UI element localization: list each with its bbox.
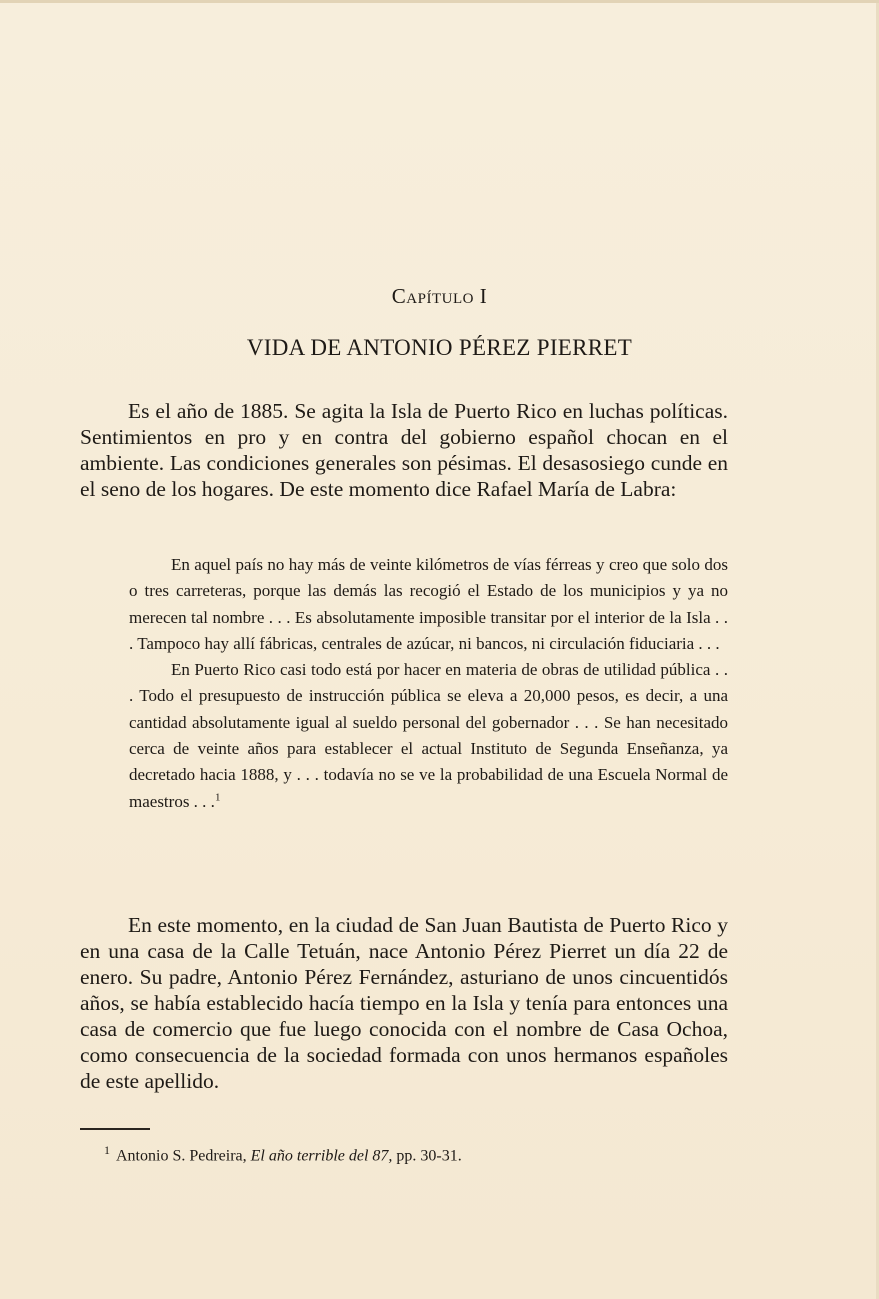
body-paragraph-1: Es el año de 1885. Se agita la Isla de Puerto Rico en luchas políticas. Sentimientos en pro y en contra del gobierno español chocan en el ambiente. Las condiciones generales son pésimas. El desasosiego cunde en el seno de los hogares. De este momento dice Rafael María de Labra: — [80, 399, 728, 501]
chapter-title: VIDA DE ANTONIO PÉREZ PIERRET — [246, 335, 633, 360]
footnote-reference: 1 — [214, 791, 221, 804]
page-top-edge — [0, 0, 879, 3]
body-paragraph-2: En este momento, en la ciudad de San Juan Bautista de Puerto Rico y en una casa de la Calle Tetuán, nace Antonio Pérez Pierret un día 22 de enero. Su padre, Antonio Pérez Fernández, asturiano de unos cincuentidós años, se había establecido hacía tiempo en la Isla y tenía para entonces una casa de comercio que fue luego conocida con el nombre de Casa Ochoa, como consecuencia de la sociedad formada con unos hermanos españoles de este apellido. — [80, 913, 728, 1093]
quote-paragraph-2 — [129, 657, 728, 815]
quote-paragraph-2-text: En Puerto Rico casi todo está por hacer en materia de obras de utilidad pública . . . Todo el presupuesto de instrucción pública se eleva a 20,000 pesos, es decir, a una cantidad absolutamente igual al sueldo personal del gobernador . . . Se han necesitado cerca de veinte años para establecer el actual Instituto de Segunda Enseñanza, ya decretado hacia 1888, y . . . todavía no se ve la probabilidad de una Escuela Normal de maestros . . . — [129, 660, 728, 811]
footnote-pages: pp. 30-31. — [396, 1147, 462, 1165]
chapter-label-initial: C — [391, 284, 407, 308]
footnote — [104, 1139, 744, 1167]
footnote-divider — [80, 1128, 150, 1130]
chapter-number: I — [479, 284, 488, 308]
block-quote — [129, 552, 728, 815]
footnote-title: El año terrible del 87, — [250, 1147, 393, 1165]
chapter-label-word: apítulo — [406, 284, 474, 308]
footnote-author: Antonio S. Pedreira, — [116, 1147, 247, 1165]
footnote-number: 1 — [104, 1143, 110, 1157]
quote-paragraph-1: En aquel país no hay más de veinte kilómetros de vías férreas y creo que solo dos o tres carreteras, porque las demás las recogió el Estado de los municipios y ya no merecen tal nombre . . . Es absolutamente imposible transitar por el interior de la Isla . . . Tampoco hay allí fábricas, centrales de azúcar, ni bancos, ni circulación fiduciaria . . . — [129, 555, 728, 653]
chapter-label — [0, 284, 879, 309]
